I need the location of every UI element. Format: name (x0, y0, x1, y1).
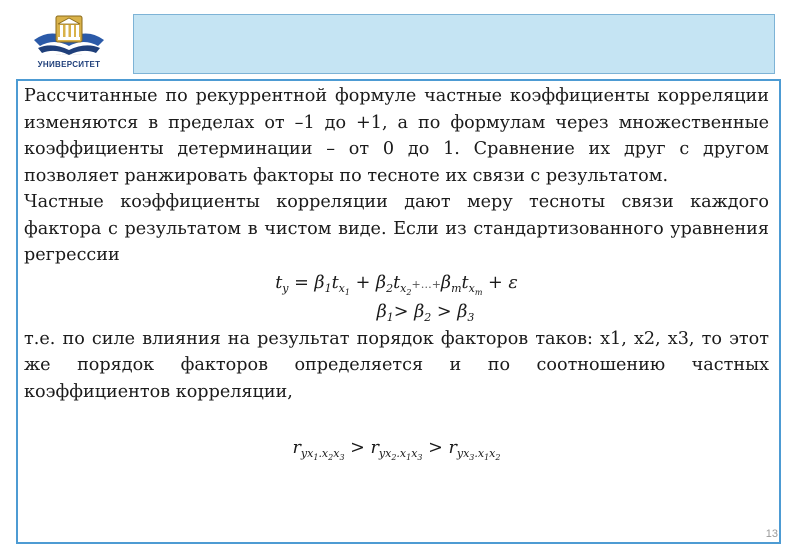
paragraph-2: Частные коэффициенты корреляции дают меру тесноты связи каждого фактора с результатом в чистом виде. Если из стандартизованного уравнения регрессии (24, 192, 769, 265)
regression-equation: $t_y = \beta_1t_{x_1}$ + $\beta_2t_{x_2}+\dots+\beta_mt_{x_m} + \varepsilon$ (275, 272, 518, 297)
partial-correlation-inequality: $r_{yx_1.x_2x_3} > r_{yx_2.x_1x_3} > r_{yx_3.x_1x_2}$ (292, 438, 501, 462)
university-logo (28, 10, 110, 74)
beta-inequality: $\beta_1> \beta_2 > \beta_3$ (376, 301, 475, 324)
paragraph-3: т.е. по силе влияния на результат порядок факторов таков: x1, x2, x3, то этот же порядок факторов определяется и по соотношению частных коэффициентов корреляции, (24, 328, 769, 402)
logo-caption: УНИВЕРСИТЕТ (37, 60, 101, 69)
logo-small-text: ····· ·········· ········· (56, 52, 82, 56)
paragraph-1: Рассчитанные по рекуррентной формуле частные коэффициенты корреляции изменяются в пределах от –1 до +1, а по формулам через множественные коэффициенты детерминации – от 0 до 1. Сравнение их друг с другом позволяет ранжировать факторы по тесноте их связи с результатом. (24, 86, 769, 186)
slide-body (24, 83, 769, 463)
page-number: 13 (765, 528, 778, 540)
slide-title-bar (133, 14, 775, 74)
